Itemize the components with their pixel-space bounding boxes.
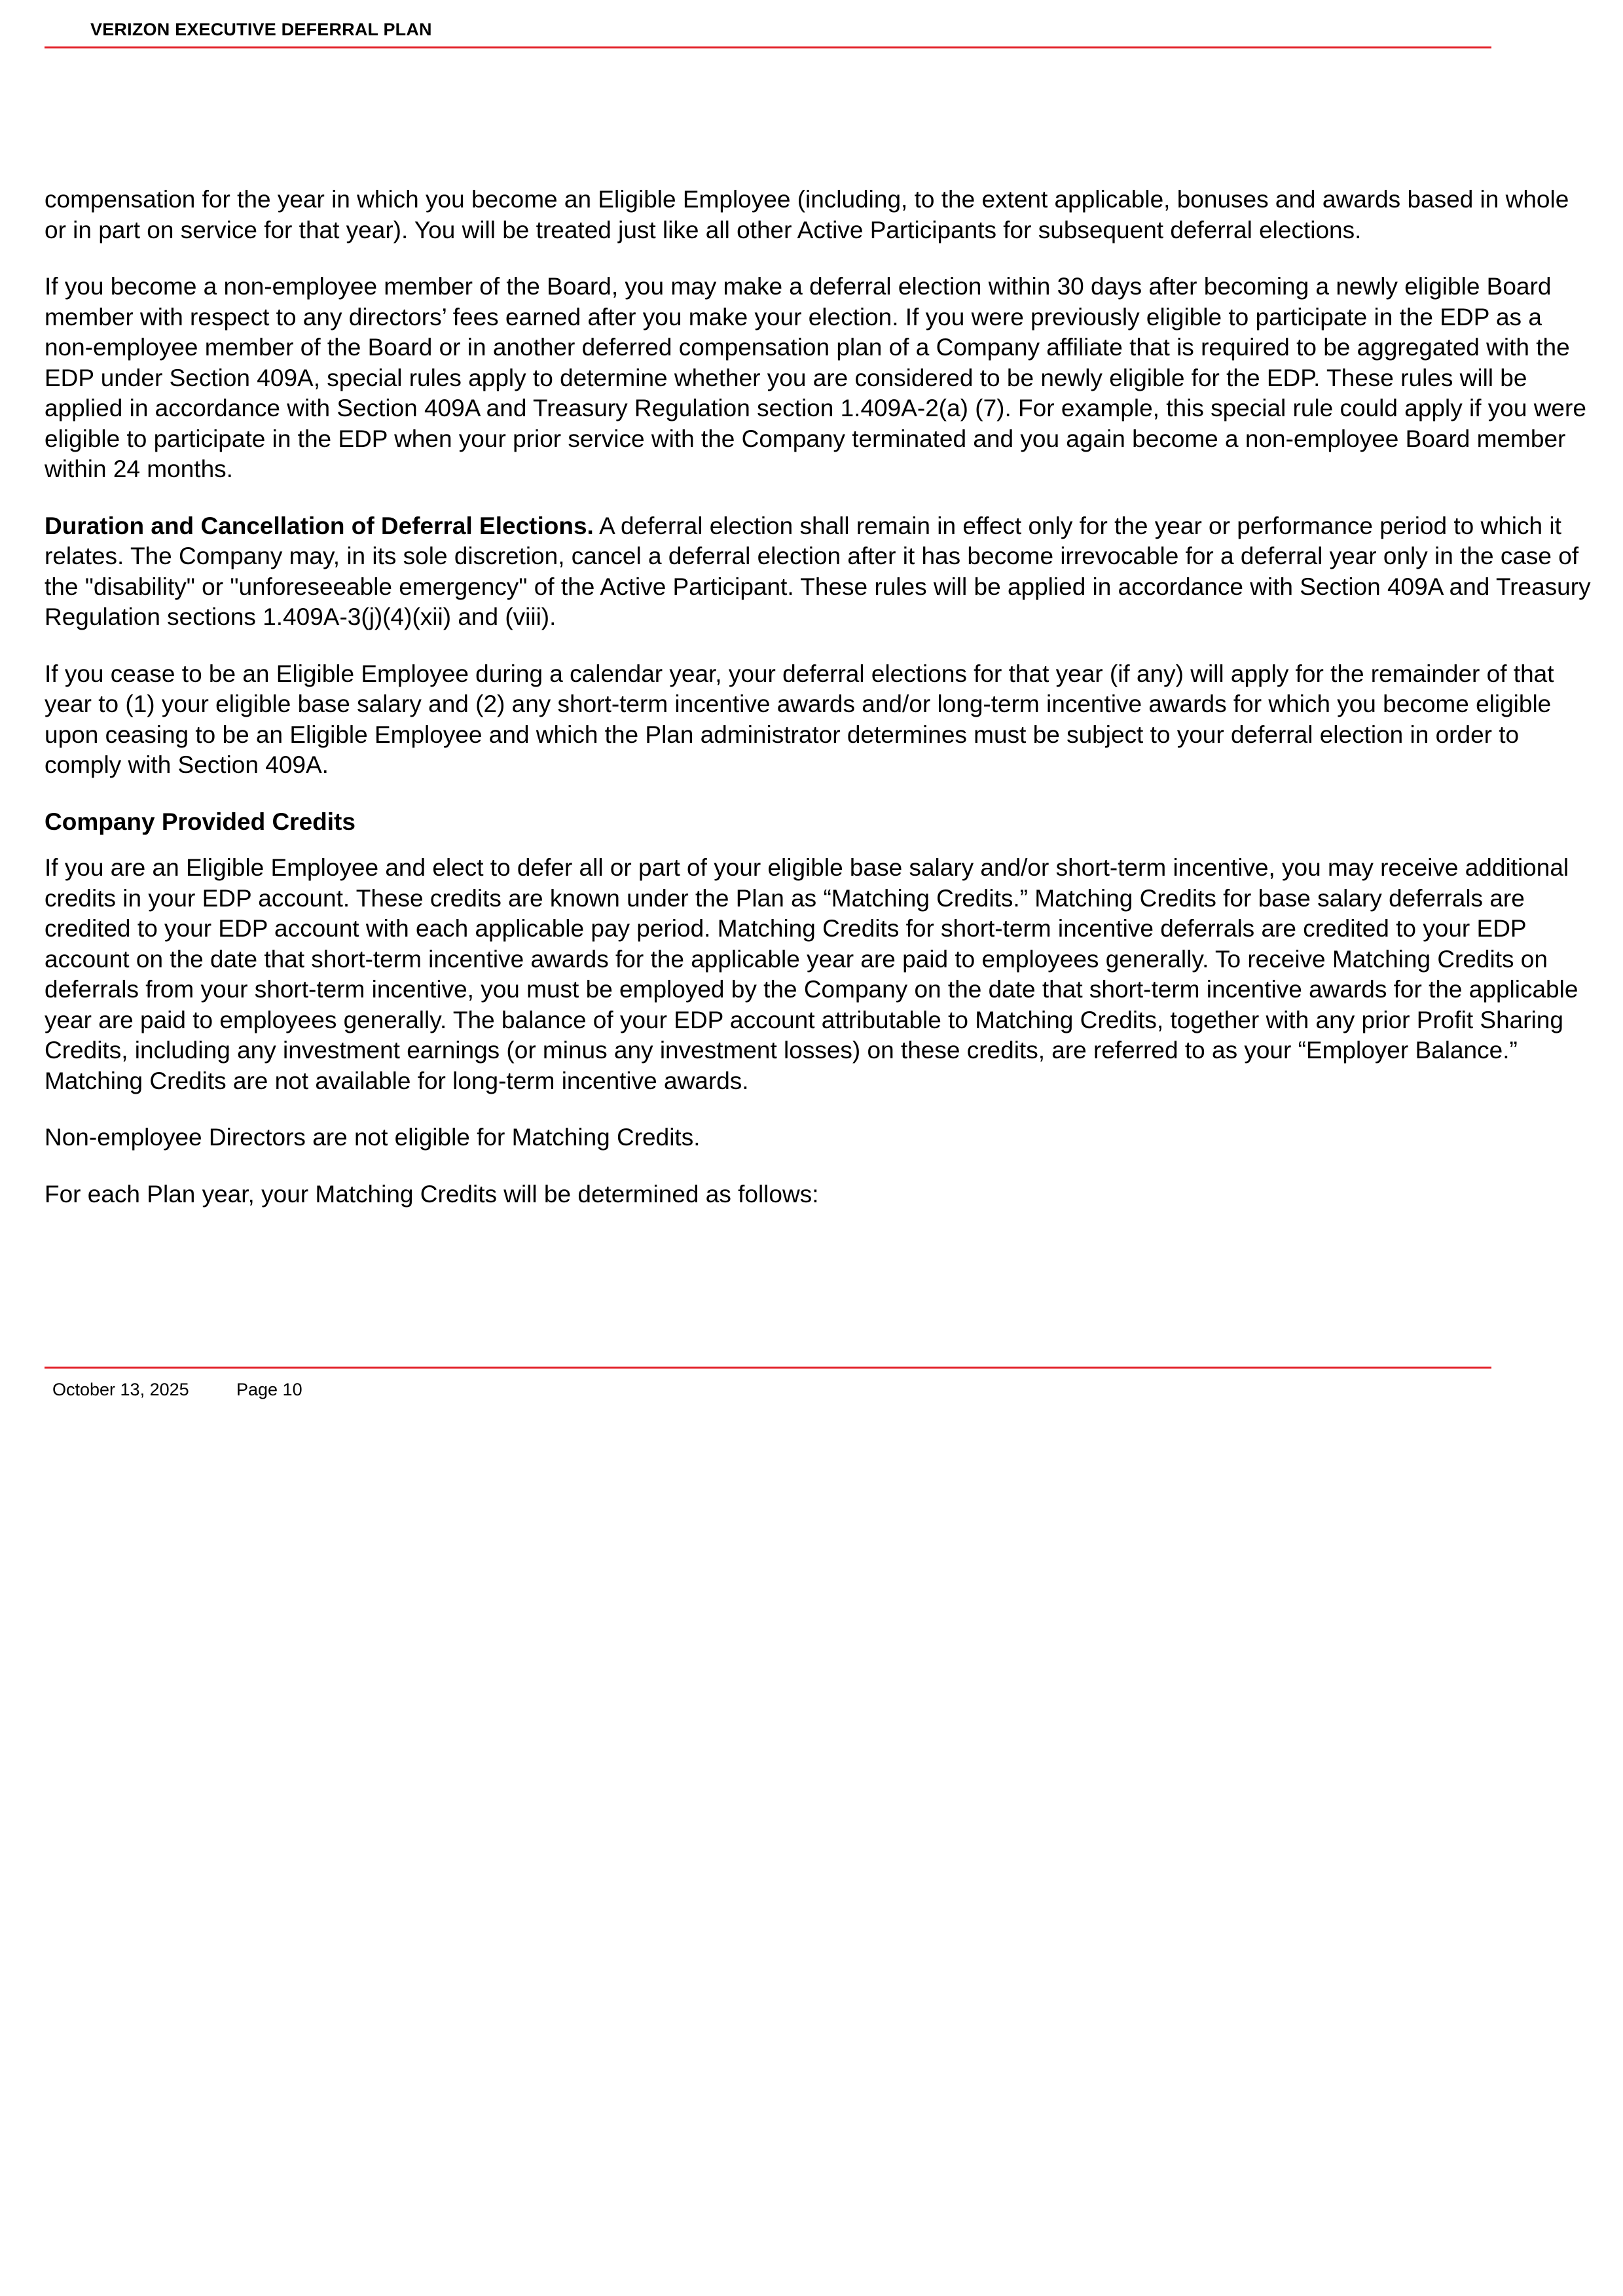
footer-date: October 13, 2025 [52,1380,189,1399]
paragraph-cease-eligible: If you cease to be an Eligible Employee during a calendar year, your deferral elections for that year (if any) will apply for the remainder of that year to (1) your eligible base salary and (2) any short-term incentive awards and/or long-term incentive awards for which you become eligible upon ceasing to be an Eligible Employee and which the Plan administrator determines must be subject to your deferral election in order to comply with Section 409A. [45,660,1554,778]
paragraph-duration-cancellation [45,511,1596,633]
paragraph-matching-credits: If you are an Eligible Employee and elect to defer all or part of your eligible base salary and/or short-term incentive, you may receive additional credits in your EDP account. These credits are known under the Plan as “Matching Credits.” Matching Credits for base salary deferrals are credited to your EDP account with each applicable pay period. Matching Credits for short-term incentive deferrals are credited to your EDP account on the date that short-term incentive awards for the applicable year are paid to employees generally. To receive Matching Credits on deferrals from your short-term incentive, you must be employed by the Company on the date that short-term incentive awards for the applicable year are paid to employees generally. The balance of your EDP account attributable to Matching Credits, together with any prior Profit Sharing Credits, including any investment earnings (or minus any investment losses) on these credits, are referred to as your “Employer Balance.” Matching Credits are not available for long-term incentive awards. [45,854,1578,1094]
paragraph-eligible-employee-compensation: compensation for the year in which you become an Eligible Employee (including, to the extent applicable, bonuses and awards based in whole or in part on service for that year). You will be treated just like all other Active Participants for subsequent deferral elections. [45,186,1569,243]
page-number: Page 10 [236,1380,302,1399]
footer-divider [45,1367,1491,1369]
run-in-heading: Duration and Cancellation of Deferral Elections. [45,512,594,539]
section-heading-company-credits: Company Provided Credits [45,808,356,835]
paragraph-non-employee-directors: Non-employee Directors are not eligible for Matching Credits. [45,1124,701,1151]
paragraph-duration-cancellation-text: A deferral election shall remain in effect only for the year or performance period to which it relates. The Company may, in its sole discretion, cancel a deferral election after it has become irrevocable for a deferral year only in the case of the "disability" or "unforeseeable emergency" of the Active Participant. These rules will be applied in accordance with Section 409A and Treasury Regulation sections 1.409A-3(j)(4)(xii) and (viii). [45,512,1591,630]
paragraph-matching-credits-intro: For each Plan year, your Matching Credits will be determined as follows: [45,1180,819,1208]
paragraph-board-member-deferral: If you become a non-employee member of the Board, you may make a deferral election within 30 days after becoming a newly eligible Board member with respect to any directors’ fees earned after you make your election. If you were previously eligible to participate in the EDP as a non-employee member of the Board or in another deferred compensation plan of a Company affiliate that is required to be aggregated with the EDP under Section 409A, special rules apply to determine whether you are considered to be newly eligible for the EDP. These rules will be applied in accordance with Section 409A and Treasury Regulation section 1.409A-2(a) (7). For example, this special rule could apply if you were eligible to participate in the EDP when your prior service with the Company terminated and you again become a non-employee Board member within 24 months. [45,273,1586,482]
header-divider [45,46,1491,48]
document-body [45,185,1596,1236]
document-title: VERIZON EXECUTIVE DEFERRAL PLAN [90,20,432,39]
